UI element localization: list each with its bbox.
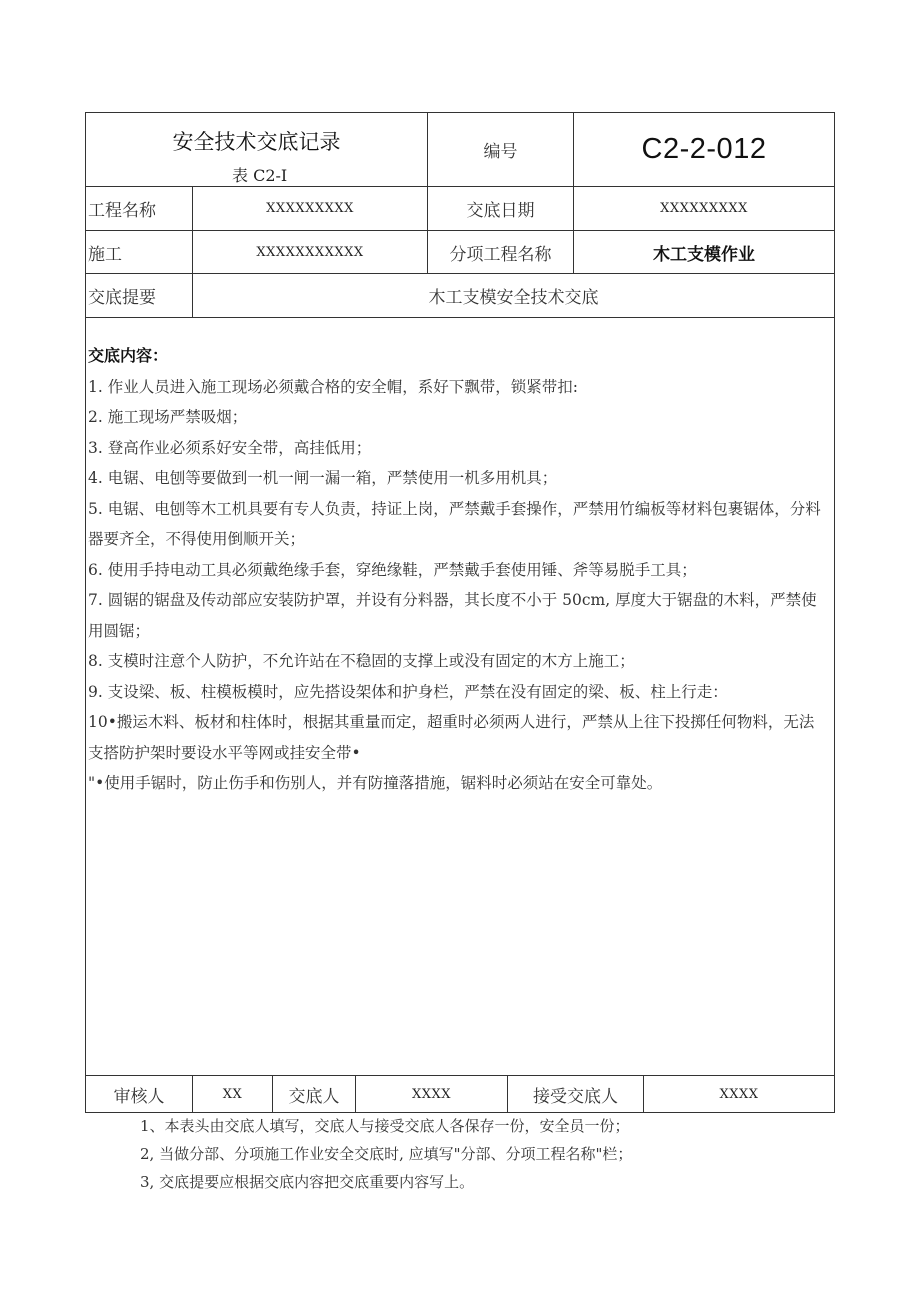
- content-item: "•使用手锯时，防止伤手和伤别人，并有防撞落措施，锯料时必须站在安全可靠处。: [88, 774, 663, 792]
- number-value: C2-2-012: [641, 133, 767, 165]
- subproject-value: 木工支模作业: [653, 244, 755, 265]
- date-value: XXXXXXXXX: [660, 201, 748, 216]
- row-divider: [85, 317, 835, 318]
- footnotes: [140, 1112, 840, 1196]
- footnote: 2, 当做分部、分项施工作业安全交底时, 应填写"分部、分项工程名称"栏；: [140, 1145, 633, 1163]
- number-label: 编号: [483, 142, 518, 162]
- reviewer-value: XX: [222, 1086, 243, 1102]
- content-item: 9. 支设梁、板、柱模板模时，应先搭设架体和护身栏，严禁在没有固定的梁、板、柱上行走：: [88, 682, 728, 701]
- summary-label: 交底提要: [88, 288, 156, 308]
- footnote: 3, 交底提要应根据交底内容把交底重要内容写上。: [140, 1173, 475, 1191]
- footnote: 1、本表头由交底人填写，交底人与接受交底人各保存一份，安全员一份；: [140, 1117, 630, 1135]
- receiver-value: XXXX: [719, 1086, 759, 1102]
- discloser-label: 交底人: [288, 1086, 340, 1107]
- content-item: 2. 施工现场严禁吸烟；: [88, 408, 248, 426]
- content-item: 8. 支模时注意个人防护，不允许站在不稳固的支撑上或没有固定的木方上施工；: [88, 652, 635, 670]
- date-label: 交底日期: [466, 201, 535, 221]
- content-item: 6. 使用手持电动工具必须戴绝缘手套，穿绝缘鞋，严禁戴手套使用锤、斧等易脱手工具；: [88, 560, 697, 579]
- project-name-label: 工程名称: [88, 201, 156, 221]
- receiver-label: 接受交底人: [533, 1086, 618, 1107]
- discloser-value: XXXX: [411, 1086, 452, 1102]
- content-item: 7. 圆锯的锯盘及传动部应安装防护罩，并设有分料器，其长度不小于 50cm, 厚度大于锯盘的木料，严禁使用圆锯；: [88, 591, 817, 640]
- content-heading: 交底内容：: [88, 346, 169, 365]
- content-item: 10•搬运木料、板材和柱体时，根据其重量而定，超重时必须两人进行，严禁从上往下投掷任何物料，无法支搭防护架时要设水平等网或挂安全带•: [88, 713, 815, 762]
- construction-value: XXXXXXXXXXX: [256, 244, 364, 260]
- project-name-value: XXXXXXXXX: [266, 201, 354, 216]
- reviewer-label: 审核人: [113, 1086, 165, 1107]
- subproject-label: 分项工程名称: [449, 244, 552, 265]
- disclosure-content: [88, 341, 828, 799]
- form-code: 表 C2-I: [232, 166, 288, 185]
- construction-label: 施工: [88, 244, 122, 265]
- content-item: 1. 作业人员进入施工现场必须戴合格的安全帽，系好下飘带，锁紧带扣:: [88, 377, 578, 396]
- table-border-right: [834, 112, 835, 1113]
- content-item: 3. 登高作业必须系好安全带，高挂低用；: [88, 438, 372, 457]
- content-item: 4. 电锯、电刨等要做到一机一闸一漏一箱，严禁使用一机多用机具；: [88, 469, 558, 487]
- form-title: 安全技术交底记录: [172, 130, 341, 154]
- summary-value: 木工支模安全技术交底: [428, 288, 599, 308]
- content-item: 5. 电锯、电刨等木工机具要有专人负责，持证上岗，严禁戴手套操作，严禁用竹编板等材料包裹锯体，分料器要齐全，不得使用倒顺开关；: [88, 499, 821, 548]
